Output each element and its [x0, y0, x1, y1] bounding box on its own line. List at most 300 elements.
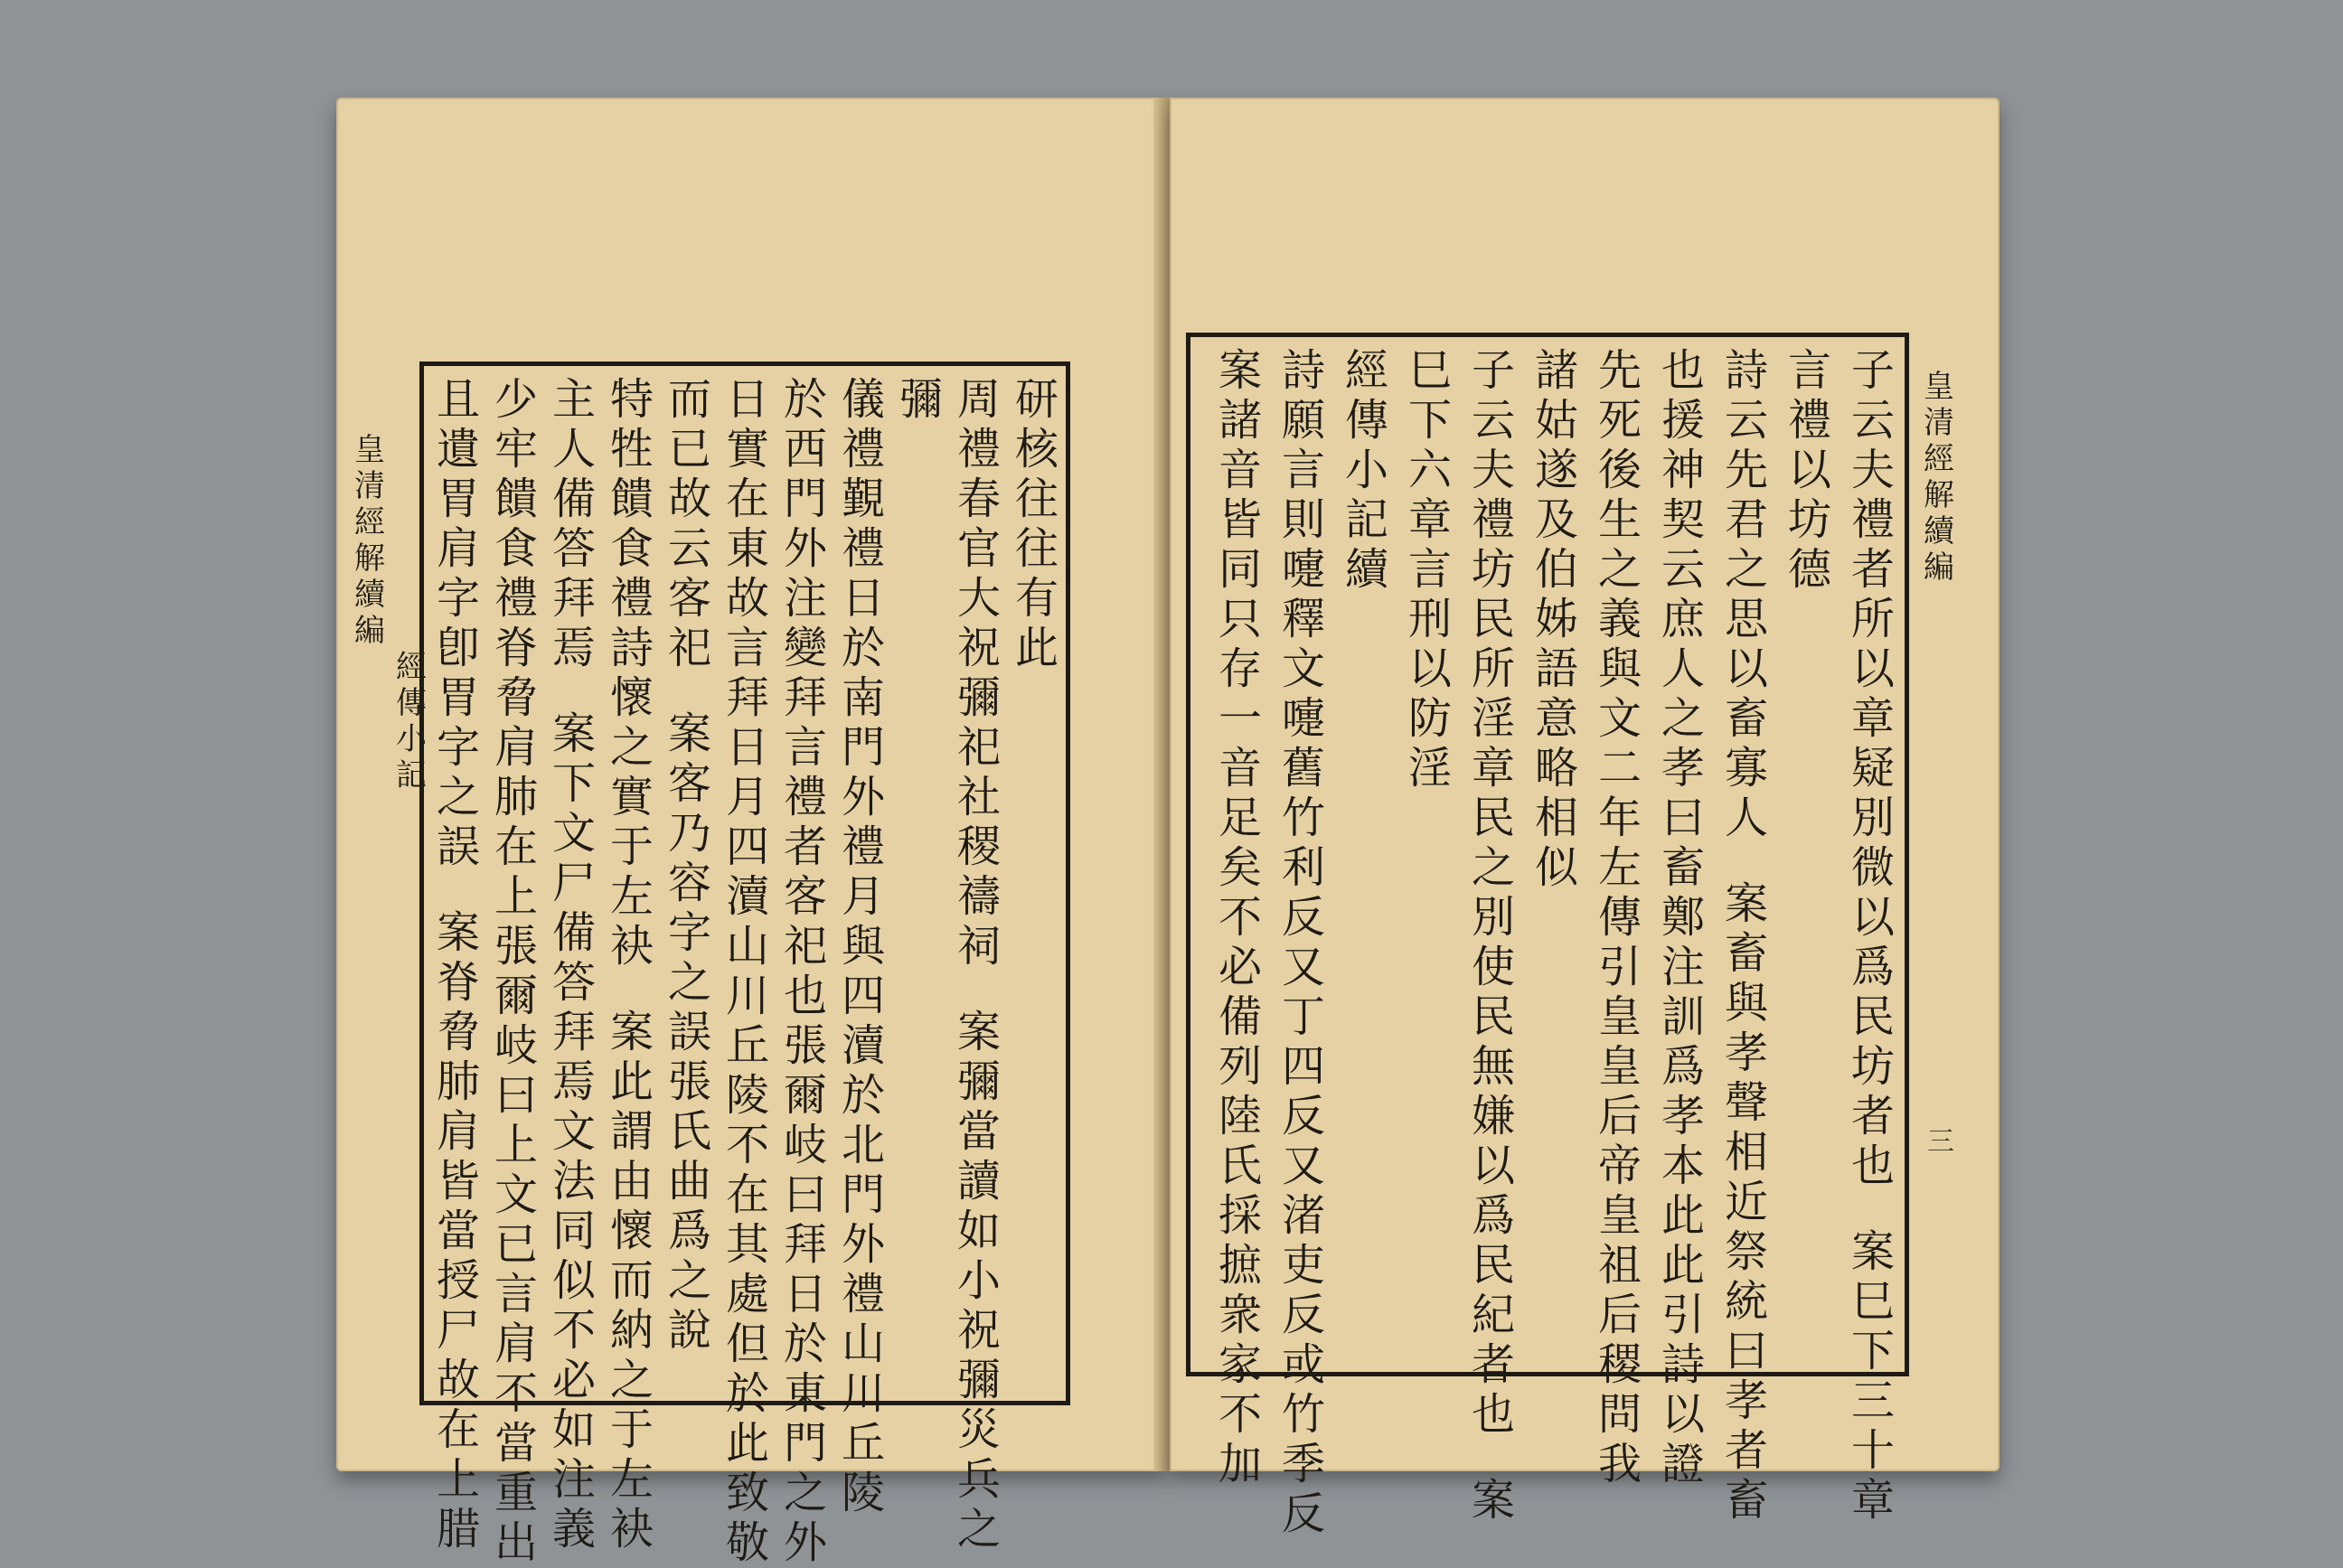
left-glyph: 川 — [725, 971, 769, 1021]
left-glyph: 肩 — [436, 1106, 480, 1157]
right-glyph: 同 — [1218, 544, 1262, 595]
left-glyph: 彌 — [956, 1056, 1001, 1107]
right-side-glyph: 清 — [1924, 405, 1954, 441]
right-glyph: 者 — [1850, 544, 1895, 595]
left-glyph: 懷 — [609, 1206, 654, 1256]
right-glyph: 文 — [1281, 643, 1325, 694]
right-column-4 — [1651, 346, 1715, 1489]
right-glyph: 以 — [1850, 892, 1895, 943]
left-glyph: 說 — [667, 1305, 711, 1356]
right-glyph: 記 — [1344, 494, 1388, 545]
left-title-glyph: 皇 — [354, 432, 385, 468]
left-glyph: 在 — [494, 822, 538, 872]
right-glyph: 爲 — [1471, 1190, 1515, 1241]
left-glyph: 丘 — [841, 1418, 885, 1469]
right-glyph: 庶 — [1661, 594, 1705, 644]
left-glyph: 禮 — [956, 424, 1001, 474]
left-column-1 — [1008, 375, 1066, 673]
left-glyph: 上 — [494, 871, 538, 922]
right-glyph: 以 — [1661, 1389, 1705, 1440]
right-text-frame — [1186, 333, 1909, 1539]
left-glyph: 當 — [436, 1206, 480, 1256]
left-column-10 — [487, 375, 545, 1568]
left-glyph: 山 — [841, 1319, 885, 1369]
right-glyph: 此 — [1661, 1190, 1705, 1241]
right-glyph: 姑 — [1534, 395, 1578, 446]
right-column-6 — [1525, 346, 1588, 893]
right-glyph: 不 — [1218, 892, 1262, 943]
left-glyph: 實 — [609, 772, 654, 822]
right-glyph: 三 — [1850, 1376, 1895, 1426]
right-glyph: 夫 — [1471, 445, 1515, 495]
right-glyph: 二 — [1597, 743, 1642, 793]
left-glyph: 外 — [783, 1517, 827, 1568]
left-glyph: 瀆 — [841, 1020, 885, 1071]
left-glyph: 禱 — [956, 871, 1001, 922]
right-glyph: 祖 — [1597, 1240, 1642, 1291]
right-glyph: 與 — [1597, 643, 1642, 694]
left-glyph: 尸 — [551, 858, 596, 908]
right-glyph: 伯 — [1534, 544, 1578, 595]
right-glyph: 之 — [1471, 842, 1515, 893]
left-glyph: 言 — [783, 722, 827, 773]
right-column-5 — [1588, 346, 1651, 1489]
right-glyph: 舊 — [1281, 743, 1325, 793]
right-glyph: 者 — [1471, 1339, 1515, 1390]
left-glyph: 曲 — [667, 1156, 711, 1207]
left-glyph: 祀 — [783, 921, 827, 972]
left-glyph: 腊 — [436, 1504, 480, 1554]
right-glyph: 十 — [1850, 1425, 1895, 1476]
right-glyph: 後 — [1597, 445, 1642, 495]
right-column-3 — [1715, 346, 1778, 1526]
left-glyph: 故 — [667, 474, 711, 524]
right-glyph: 德 — [1787, 544, 1831, 595]
right-glyph: 嚏 — [1281, 544, 1325, 595]
right-glyph: 無 — [1471, 1041, 1515, 1092]
left-glyph: 張 — [783, 1020, 827, 1071]
right-glyph: 以 — [1724, 643, 1768, 694]
right-glyph: 坊 — [1850, 1041, 1895, 1092]
left-glyph: 出 — [494, 1517, 538, 1568]
right-glyph: 丁 — [1281, 991, 1325, 1042]
left-glyph: 日 — [725, 722, 769, 773]
right-glyph: 之 — [1661, 693, 1705, 744]
right-glyph: 足 — [1218, 793, 1262, 843]
left-glyph: 云 — [667, 523, 711, 574]
left-glyph: 處 — [725, 1269, 769, 1319]
right-glyph: 之 — [1724, 544, 1768, 595]
right-glyph: 案 — [1471, 1475, 1515, 1526]
left-column-8 — [603, 375, 661, 1554]
right-page — [1170, 98, 2000, 1539]
left-glyph: 于 — [609, 1404, 654, 1455]
right-glyph: 坊 — [1471, 544, 1515, 595]
right-glyph: 微 — [1850, 842, 1895, 893]
left-glyph: 於 — [841, 623, 885, 673]
left-glyph: 日 — [725, 374, 769, 425]
left-glyph: 饋 — [609, 474, 654, 524]
left-glyph: 之 — [956, 1504, 1001, 1554]
right-glyph: 似 — [1534, 842, 1578, 893]
right-glyph: 嫌 — [1471, 1091, 1515, 1141]
right-glyph: 遂 — [1534, 445, 1578, 495]
right-glyph: 巳 — [1850, 1276, 1895, 1327]
left-glyph: 拜 — [783, 1219, 827, 1270]
right-glyph: 禮 — [1850, 494, 1895, 545]
left-glyph: 禮 — [841, 523, 885, 574]
left-glyph: 東 — [783, 1368, 827, 1419]
right-glyph: 我 — [1597, 1439, 1642, 1489]
right-glyph: 援 — [1661, 395, 1705, 446]
right-glyph: 鄭 — [1661, 892, 1705, 943]
left-glyph: 禮 — [841, 1269, 885, 1319]
left-glyph: 災 — [956, 1404, 1001, 1455]
left-glyph: 拜 — [551, 573, 596, 624]
right-glyph: 音 — [1218, 743, 1262, 793]
left-glyph: 尸 — [436, 1305, 480, 1356]
right-glyph: 防 — [1407, 693, 1452, 744]
left-glyph: 陵 — [725, 1070, 769, 1121]
left-glyph: 注 — [783, 573, 827, 624]
right-glyph: 紀 — [1471, 1290, 1515, 1340]
left-glyph: 詩 — [609, 623, 654, 673]
left-column-5 — [776, 375, 834, 1568]
left-glyph: 讀 — [956, 1156, 1001, 1207]
left-glyph: 於 — [783, 1319, 827, 1369]
left-glyph: 客 — [783, 871, 827, 922]
left-glyph: 納 — [609, 1305, 654, 1356]
left-glyph: 已 — [667, 424, 711, 474]
left-glyph: 實 — [725, 424, 769, 474]
right-glyph: 曰 — [1724, 1326, 1768, 1376]
left-glyph: 也 — [783, 971, 827, 1021]
left-glyph: 上 — [436, 1454, 480, 1505]
left-glyph: 門 — [783, 1418, 827, 1469]
left-glyph: 文 — [551, 808, 596, 859]
right-glyph: 爲 — [1850, 942, 1895, 992]
right-glyph: 稷 — [1597, 1339, 1642, 1390]
left-glyph: 脊 — [494, 623, 538, 673]
left-glyph: 西 — [783, 424, 827, 474]
left-glyph: 祝 — [956, 623, 1001, 673]
page-number: 三 — [1927, 1126, 1954, 1158]
left-title-glyph: 清 — [354, 468, 385, 504]
left-glyph: 在 — [725, 474, 769, 524]
right-glyph: 相 — [1534, 793, 1578, 843]
left-glyph: 禮 — [841, 822, 885, 872]
right-glyph: 左 — [1597, 842, 1642, 893]
right-glyph: 以 — [1471, 1141, 1515, 1191]
right-side-glyph: 解 — [1924, 477, 1954, 513]
left-glyph: 肩 — [436, 523, 480, 574]
right-glyph: 所 — [1471, 643, 1515, 694]
left-glyph: 彌 — [956, 1355, 1001, 1405]
right-glyph: 也 — [1850, 1141, 1895, 1191]
left-glyph: 主 — [551, 374, 596, 425]
left-glyph: 稷 — [956, 822, 1001, 872]
left-glyph: 客 — [667, 573, 711, 624]
left-glyph: 皆 — [436, 1156, 480, 1207]
left-glyph: 案 — [609, 1007, 654, 1057]
left-glyph: 小 — [956, 1255, 1001, 1306]
left-glyph: 故 — [725, 573, 769, 624]
right-side-glyph: 續 — [1924, 513, 1954, 549]
right-glyph: 以 — [1850, 643, 1895, 694]
right-glyph: 寡 — [1724, 743, 1768, 793]
left-glyph: 由 — [609, 1156, 654, 1207]
right-glyph: 皆 — [1218, 494, 1262, 545]
left-glyph: 授 — [436, 1255, 480, 1306]
right-glyph: 言 — [1787, 345, 1831, 396]
left-glyph: 上 — [494, 1120, 538, 1170]
left-glyph: 核 — [1014, 424, 1059, 474]
left-glyph: 外 — [783, 523, 827, 574]
left-glyph: 案 — [436, 907, 480, 958]
right-glyph: 六 — [1407, 445, 1452, 495]
right-glyph: 云 — [1724, 395, 1768, 446]
right-glyph: 反 — [1281, 892, 1325, 943]
right-glyph: 下 — [1850, 1326, 1895, 1376]
right-glyph: 續 — [1344, 544, 1388, 595]
right-glyph: 巳 — [1407, 345, 1452, 396]
left-glyph: 肩 — [494, 1319, 538, 1369]
left-glyph: 岐 — [494, 1020, 538, 1071]
left-glyph: 祀 — [956, 722, 1001, 773]
left-glyph: 外 — [841, 772, 885, 822]
right-glyph: 疑 — [1850, 743, 1895, 793]
right-glyph: 加 — [1218, 1439, 1262, 1489]
right-glyph: 后 — [1597, 1091, 1642, 1141]
right-glyph: 皇 — [1597, 1190, 1642, 1241]
left-glyph: 不 — [725, 1120, 769, 1170]
left-glyph: 祝 — [956, 1305, 1001, 1356]
right-glyph: 畜 — [1724, 693, 1768, 744]
right-glyph: 者 — [1850, 1091, 1895, 1141]
left-glyph: 但 — [725, 1319, 769, 1369]
right-side-glyph: 經 — [1924, 441, 1954, 477]
right-glyph: 下 — [1407, 395, 1452, 446]
right-glyph: 引 — [1597, 942, 1642, 992]
right-glyph: 渚 — [1281, 1190, 1325, 1241]
left-glyph: 氏 — [667, 1106, 711, 1157]
left-glyph: 誤 — [667, 1007, 711, 1057]
left-glyph: 拜 — [551, 1007, 596, 1057]
left-glyph: 祠 — [956, 921, 1001, 972]
left-glyph: 肺 — [436, 1056, 480, 1107]
right-glyph: 別 — [1850, 793, 1895, 843]
left-glyph: 覲 — [841, 474, 885, 524]
left-glyph: 於 — [841, 1070, 885, 1121]
right-glyph: 略 — [1534, 743, 1578, 793]
right-glyph: 生 — [1597, 494, 1642, 545]
right-glyph: 曰 — [1661, 793, 1705, 843]
left-glyph: 於 — [783, 374, 827, 425]
left-glyph: 人 — [551, 424, 596, 474]
left-glyph: 特 — [609, 374, 654, 425]
left-glyph: 之 — [609, 1355, 654, 1405]
right-glyph: 意 — [1534, 693, 1578, 744]
left-glyph: 法 — [551, 1156, 596, 1207]
right-glyph: 小 — [1344, 445, 1388, 495]
left-glyph: 案 — [551, 709, 596, 759]
left-glyph: 爾 — [494, 971, 538, 1021]
left-glyph: 致 — [725, 1468, 769, 1518]
right-glyph: 爲 — [1661, 1041, 1705, 1092]
left-glyph: 爾 — [783, 1070, 827, 1121]
left-glyph: 而 — [609, 1255, 654, 1306]
right-glyph: 云 — [1471, 395, 1515, 446]
right-glyph: 諸 — [1534, 345, 1578, 396]
left-section-glyph: 經 — [396, 649, 427, 685]
left-glyph: 川 — [841, 1368, 885, 1419]
right-column-11 — [1209, 346, 1272, 1489]
right-glyph: 孝 — [1661, 743, 1705, 793]
left-glyph: 日 — [783, 1269, 827, 1319]
left-glyph: 拜 — [783, 672, 827, 723]
left-column-4 — [834, 375, 892, 1518]
left-glyph: 山 — [725, 921, 769, 972]
left-glyph: 張 — [494, 921, 538, 972]
right-glyph: 皇 — [1597, 1041, 1642, 1092]
left-glyph: 四 — [725, 822, 769, 872]
left-glyph: 如 — [551, 1404, 596, 1455]
left-glyph: 少 — [494, 374, 538, 425]
right-glyph: 刑 — [1407, 594, 1452, 644]
left-glyph: 謂 — [609, 1106, 654, 1157]
left-glyph: 祀 — [667, 623, 711, 673]
right-glyph: 帝 — [1597, 1141, 1642, 1191]
right-glyph: 以 — [1407, 643, 1452, 694]
left-glyph: 左 — [609, 1454, 654, 1505]
right-glyph: 案 — [1218, 345, 1262, 396]
left-glyph: 周 — [956, 374, 1001, 425]
left-glyph: 焉 — [551, 623, 596, 673]
left-glyph: 肩 — [494, 722, 538, 773]
left-glyph: 案 — [667, 709, 711, 759]
right-glyph: 訓 — [1661, 991, 1705, 1042]
right-column-10 — [1272, 346, 1335, 1539]
left-glyph: 必 — [551, 1355, 596, 1405]
right-glyph: 語 — [1534, 643, 1578, 694]
left-section-glyph: 小 — [396, 721, 427, 757]
left-glyph: 四 — [841, 971, 885, 1021]
right-glyph: 詩 — [1724, 345, 1768, 396]
right-glyph: 經 — [1344, 345, 1388, 396]
right-glyph: 引 — [1661, 1290, 1705, 1340]
right-glyph: 也 — [1661, 345, 1705, 396]
right-glyph: 言 — [1281, 445, 1325, 495]
right-glyph: 姊 — [1534, 594, 1578, 644]
left-title-glyph: 續 — [354, 577, 385, 613]
left-glyph: 言 — [494, 1269, 538, 1319]
left-glyph: 門 — [841, 1169, 885, 1220]
left-glyph: 往 — [1014, 474, 1059, 524]
left-glyph: 字 — [436, 722, 480, 773]
right-glyph: 只 — [1218, 594, 1262, 644]
right-glyph: 四 — [1281, 1041, 1325, 1092]
left-glyph: 張 — [667, 1056, 711, 1107]
right-side-glyph: 編 — [1924, 549, 1954, 586]
left-glyph: 彌 — [956, 672, 1001, 723]
left-glyph: 袂 — [609, 1504, 654, 1554]
right-glyph: 民 — [1471, 594, 1515, 644]
left-column-2 — [950, 375, 1008, 1554]
left-glyph: 曰 — [494, 1070, 538, 1121]
right-glyph: 云 — [1850, 395, 1895, 446]
left-title-glyph: 編 — [354, 613, 385, 649]
right-glyph: 或 — [1281, 1339, 1325, 1390]
right-glyph: 君 — [1724, 494, 1768, 545]
right-glyph: 必 — [1218, 942, 1262, 992]
left-glyph: 遺 — [436, 424, 480, 474]
left-glyph: 牢 — [494, 424, 538, 474]
right-glyph: 先 — [1724, 445, 1768, 495]
left-glyph: 爲 — [667, 1206, 711, 1256]
left-glyph: 饋 — [494, 474, 538, 524]
left-glyph: 且 — [436, 374, 480, 425]
left-glyph: 備 — [551, 907, 596, 958]
right-glyph: 又 — [1281, 942, 1325, 992]
left-glyph: 研 — [1014, 374, 1059, 425]
left-glyph: 故 — [436, 1355, 480, 1405]
left-page — [336, 98, 1166, 1568]
right-glyph: 民 — [1471, 991, 1515, 1042]
left-glyph: 敬 — [725, 1517, 769, 1568]
left-glyph: 大 — [956, 573, 1001, 624]
left-glyph: 儀 — [841, 374, 885, 425]
right-column-8 — [1398, 346, 1462, 793]
left-glyph: 拜 — [725, 672, 769, 723]
left-glyph: 瀆 — [725, 871, 769, 922]
left-glyph: 如 — [956, 1206, 1001, 1256]
left-glyph: 脅 — [436, 1007, 480, 1057]
right-glyph: 竹 — [1281, 793, 1325, 843]
right-column-1 — [1841, 346, 1905, 1526]
left-glyph: 字 — [667, 907, 711, 958]
right-column-2 — [1778, 346, 1841, 595]
left-glyph: 其 — [725, 1219, 769, 1270]
right-glyph: 思 — [1724, 594, 1768, 644]
left-glyph: 不 — [494, 1368, 538, 1419]
left-glyph: 官 — [956, 523, 1001, 574]
left-glyph: 之 — [436, 772, 480, 822]
right-glyph: 諸 — [1218, 395, 1262, 446]
right-glyph: 后 — [1597, 1290, 1642, 1340]
right-glyph: 所 — [1850, 594, 1895, 644]
left-glyph: 之 — [783, 1468, 827, 1518]
left-column-9 — [545, 375, 603, 1554]
right-glyph: 反 — [1281, 1488, 1325, 1539]
left-glyph: 當 — [956, 1106, 1001, 1157]
left-section-glyph: 記 — [396, 757, 427, 793]
right-glyph: 反 — [1281, 1290, 1325, 1340]
right-glyph: 義 — [1597, 594, 1642, 644]
left-glyph: 在 — [725, 1169, 769, 1220]
left-glyph: 已 — [494, 1219, 538, 1270]
right-glyph: 民 — [1850, 991, 1895, 1042]
left-glyph: 門 — [783, 474, 827, 524]
left-glyph: 當 — [494, 1418, 538, 1469]
left-glyph: 此 — [1014, 623, 1059, 673]
left-glyph: 而 — [667, 374, 711, 425]
right-glyph: 統 — [1724, 1276, 1768, 1327]
right-glyph: 一 — [1218, 693, 1262, 744]
right-glyph: 相 — [1724, 1127, 1768, 1178]
right-glyph: 衆 — [1218, 1290, 1262, 1340]
right-glyph: 陸 — [1218, 1091, 1262, 1141]
right-glyph: 也 — [1471, 1389, 1515, 1440]
